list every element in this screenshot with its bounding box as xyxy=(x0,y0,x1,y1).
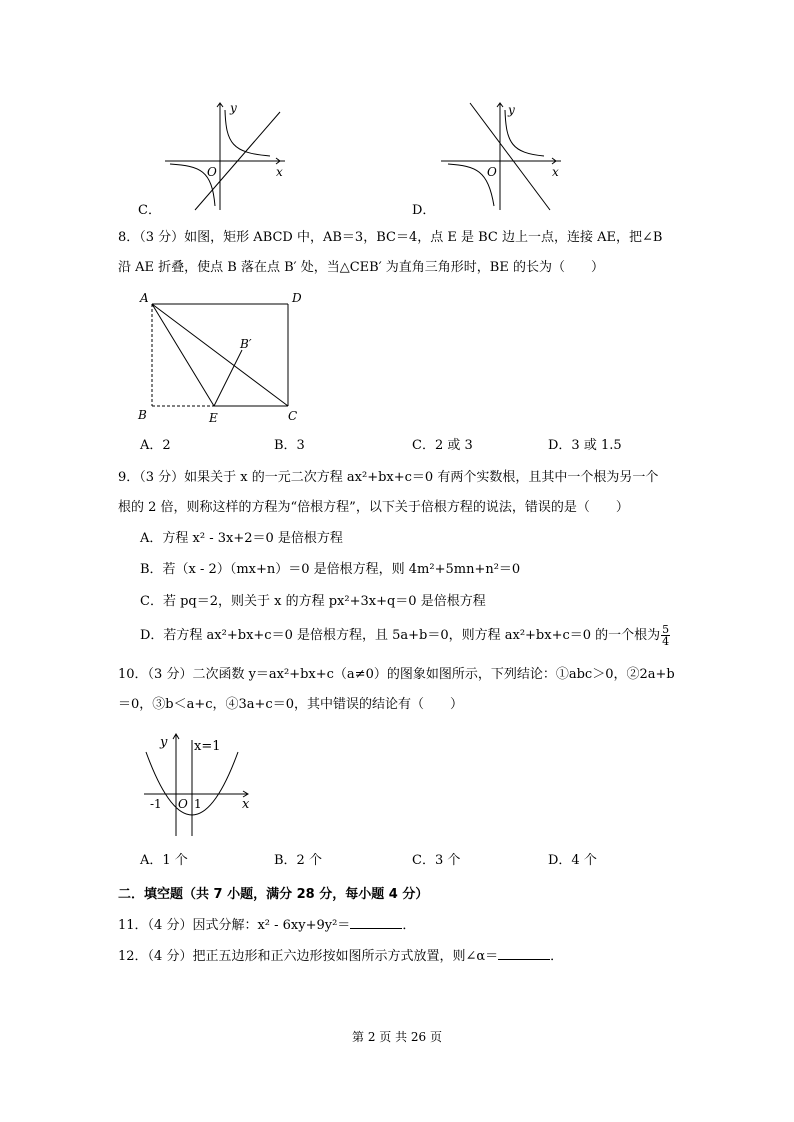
graph-d-origin: O xyxy=(487,165,497,179)
q8-option-b: B．3 xyxy=(274,438,305,453)
fraction-numerator: 5 xyxy=(662,623,670,636)
q9-option-b: B．若（x - 2）（mx+n）＝0 是倍根方程，则 4m²+5mn+n²＝0 xyxy=(140,562,521,577)
graph-d-svg xyxy=(436,98,566,218)
graph-d-y-label: y xyxy=(508,103,515,117)
fraction-denominator: 4 xyxy=(662,635,670,648)
q10-label-one: 1 xyxy=(194,797,202,811)
q8-line-1: 8．（3 分）如图，矩形 ABCD 中，AB＝3，BC＝4，点 E 是 BC 边上一点，连接 AE，把∠B xyxy=(118,230,663,245)
q8-label-b: B xyxy=(138,408,147,422)
q9-line-1: 9．（3 分）如果关于 x 的一元二次方程 ax²+bx+c＝0 有两个实数根，且其中一个根为另一个 xyxy=(118,470,659,485)
q8-option-c: C．2 或 3 xyxy=(412,438,473,453)
q12 xyxy=(118,946,563,966)
q11-tail: ． xyxy=(402,918,416,933)
q8-option-d: D．3 或 1.5 xyxy=(548,438,622,453)
q10-line-1: 10．（3 分）二次函数 y＝ax²+bx+c（a≠0）的图象如图所示，下列结论：①abc＞0，②2a+b xyxy=(118,667,675,682)
q12-text: 12．（4 分）把正五边形和正六边形按如图所示方式放置，则∠α＝ xyxy=(118,949,499,964)
q9-option-c: C．若 pq＝2，则关于 x 的方程 px²+3x+q＝0 是倍根方程 xyxy=(140,594,486,609)
q8-label-c: C xyxy=(288,409,298,423)
q9-option-d-fraction xyxy=(661,624,670,647)
q8-line-2: 沿 AE 折叠，使点 B 落在点 B′ 处，当△CEB′ 为直角三角形时，BE 的长为（ ） xyxy=(118,260,604,275)
q8-label-a: A xyxy=(140,291,149,305)
q8-label-e: E xyxy=(209,411,218,424)
q7-option-d: D． xyxy=(412,203,436,218)
q8-figure xyxy=(134,288,314,424)
q11-text: 11．（4 分）因式分解：x² - 6xy+9y²＝ xyxy=(118,918,351,933)
q9-option-a: A．方程 x² - 3x+2＝0 是倍根方程 xyxy=(140,531,343,546)
q10-label-origin: O xyxy=(178,797,188,811)
q10-option-b: B．2 个 xyxy=(274,853,322,868)
graph-c-y-label: y xyxy=(230,101,237,115)
graph-c-x-label: x xyxy=(276,165,283,179)
q7-option-c: C． xyxy=(138,203,161,218)
graph-c-svg xyxy=(160,98,290,218)
q12-answer-blank[interactable] xyxy=(498,946,550,960)
q11-answer-blank[interactable] xyxy=(350,915,402,929)
q9-line-2: 根的 2 倍，则称这样的方程为“倍根方程”，以下关于倍根方程的说法，错误的是（ ） xyxy=(118,500,629,515)
graph-d xyxy=(436,98,566,218)
q10-label-x: x xyxy=(242,797,250,812)
q9-option-d xyxy=(140,624,670,647)
q12-tail: ． xyxy=(550,949,564,964)
q10-option-c: C．3 个 xyxy=(412,853,461,868)
q10-line-2: ＝0，③b＜a+c，④3a+c＝0，其中错误的结论有（ ） xyxy=(118,697,463,712)
q10-label-neg1: -1 xyxy=(150,797,162,811)
section-2-heading: 二．填空题（共 7 小题，满分 28 分，每小题 4 分） xyxy=(118,887,429,902)
q11 xyxy=(118,915,415,935)
q9-option-d-text: D．若方程 ax²+bx+c＝0 是倍根方程，且 5a+b＝0，则方程 ax²+bx+c＝0 的一个根为 xyxy=(140,628,661,643)
q10-figure-svg xyxy=(136,730,256,838)
q10-option-a: A．1 个 xyxy=(140,853,188,868)
q8-option-a: A．2 xyxy=(140,438,171,453)
q8-figure-svg xyxy=(134,288,314,424)
q10-figure xyxy=(136,730,256,838)
graph-d-x-label: x xyxy=(552,165,559,179)
graph-d-line xyxy=(470,103,550,210)
q8-label-b-prime: B′ xyxy=(240,337,252,351)
q10-option-d: D．4 个 xyxy=(548,853,597,868)
q10-label-y: y xyxy=(160,735,168,750)
q8-label-d: D xyxy=(292,291,302,305)
q10-label-axis: x=1 xyxy=(194,739,221,754)
graph-c xyxy=(160,98,290,218)
page-footer: 第 2 页 共 26 页 xyxy=(352,1030,442,1044)
graph-c-origin: O xyxy=(207,165,217,179)
